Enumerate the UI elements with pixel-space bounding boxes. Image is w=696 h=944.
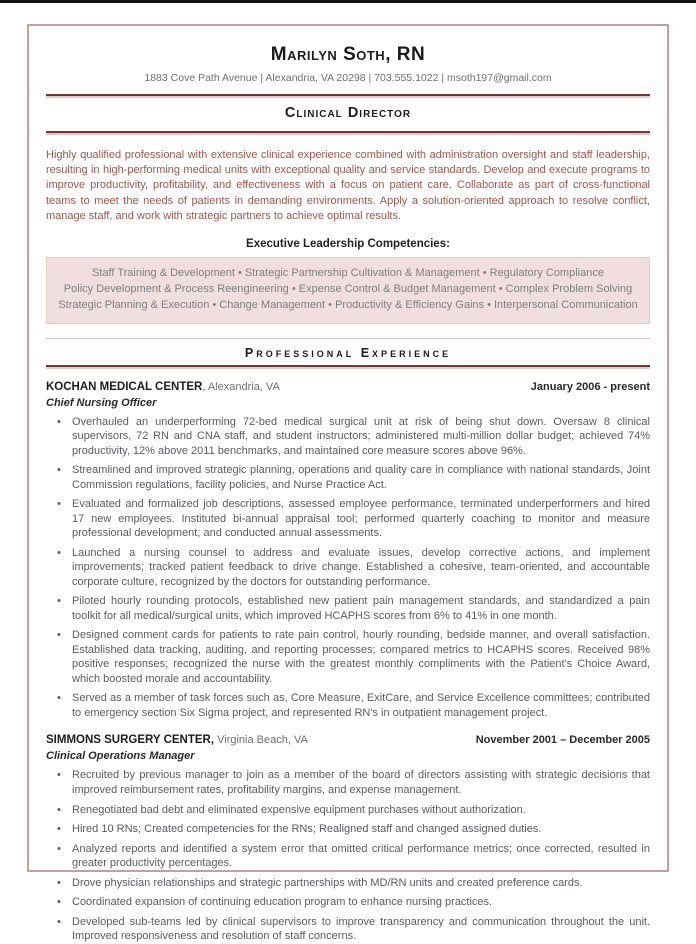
summary-paragraph: Highly qualified professional with extensive clinical experience combined with administration oversight and staff leadership, resulting in high-performing medical units with exceptional quality and service standards. Develop and execute programs to improve productivity, profitability, and effectiveness with a focus on patient care. Collaborate as part of cross-functional teams to meet the needs of patients in demanding environments. Apply a solution-oriented approach to resolve conflict, manage staff, and work with strategic partners to achieve optimal results. (46, 149, 650, 222)
bullet-item: • Designed comment cards for patients to rate pain control, hourly rounding, bedside manner, and overall satisfaction. Established data tracking, auditing, and reporting processes; compared metrics to HCAPHS scores. Received 98% positive responses; recognized the nurse with the greatest monthly compliments with the Patient's Choice Award, which boosted morale and accountability. (46, 628, 650, 686)
job-bullet-list (46, 415, 650, 721)
divider-rule (46, 94, 650, 96)
bullet-item: • Evaluated and formalized job descriptions, assessed employee performance, terminated underperformers and hired 17 new employees. Instituted bi-annual appraisal tool; performed quarterly coaching to monitor and measure professional development; and conducted annual assessments. (46, 497, 650, 541)
bullet-item: • Overhauled an underperforming 72-bed medical surgical unit at risk of being shut down. Oversaw 8 clinical supervisors, 72 RN and CNA staff, and student instructors; administered multi-million dollar budget; achieved 74% productivity, 12% above 2011 benchmarks, and maintained core measure scores above 96%. (46, 415, 650, 459)
job-title: Chief Nursing Officer (46, 396, 157, 409)
divider-rule (46, 131, 650, 133)
top-edge-bar (0, 0, 696, 3)
competencies-line: Staff Training & Development • Strategic Partnership Cultivation & Management • Regulatory Compliance (92, 266, 604, 279)
employment-dates: November 2001 – December 2005 (475, 734, 650, 747)
job-header (46, 734, 650, 746)
competencies-line: Policy Development & Process Reengineering • Expense Control & Budget Management • Complex Problem Solving (63, 282, 633, 295)
experience-section-heading: Professional Experience (244, 345, 452, 360)
bullet-item: • Hired 10 RNs; Created competencies for the RNs; Realigned staff and changed assigned duties. (46, 822, 650, 837)
page-frame (27, 24, 669, 943)
job-header (46, 381, 650, 393)
bullet-item: • Served as a member of task forces such as, Core Measure, ExitCare, and Service Excellence committees; contributed to emergency section Six Sigma project, and represented RN's in outpatient management project. (46, 691, 650, 720)
bullet-item: • Drove physician relationships and strategic partnerships with MD/RN units and created preference cards. (46, 876, 650, 891)
employer-line (46, 734, 308, 746)
competencies-box (46, 257, 650, 324)
bullet-item: • Recruited by previous manager to join as a member of the board of directors assisting with strategic decisions that improved reimbursement rates, profitability margins, and expense management. (46, 768, 650, 797)
divider-rule (46, 365, 650, 367)
employer-name: KOCHAN MEDICAL CENTER (46, 380, 203, 393)
bullet-item: • Launched a nursing counsel to address and evaluate issues, develop corrective actions, and implement improvements; tracked patient feedback to drive change. Established a cohesive, team-oriented, and accountable corporate culture, recognized by the doctors for outstanding performance. (46, 546, 650, 590)
job-title: Clinical Operations Manager (46, 750, 195, 763)
employer-name: SIMMONS SURGERY CENTER, (46, 734, 215, 747)
employer-location: , Alexandria, VA (202, 380, 280, 393)
employer-line (46, 381, 280, 393)
light-divider-rule (46, 338, 650, 339)
competencies-heading: Executive Leadership Competencies: (246, 237, 450, 250)
contact-line: 1883 Cove Path Avenue | Alexandria, VA 20298 | 703.555.1022 | msoth197@gmail.com (144, 72, 552, 84)
bullet-item: • Streamlined and improved strategic planning, operations and quality care in compliance with national standards, Joint Commission regulations, facility policies, and Nurse Practice Act. (46, 463, 650, 492)
candidate-name: Marilyn Soth, RN (270, 44, 426, 65)
competencies-line: Strategic Planning & Execution • Change Management • Productivity & Efficiency Gains • Interpersonal Communication (58, 298, 638, 311)
bullet-item: • Renegotiated bad debt and eliminated expensive equipment purchases without authorization. (46, 803, 650, 818)
bullet-item: • Developed sub-teams led by clinical supervisors to improve transparency and communication throughout the unit. Improved responsiveness and resolution of staff concerns. (46, 915, 650, 944)
bullet-item: • Analyzed reports and identified a system error that omitted critical performance metrics; once corrected, resulted in greater productivity percentages. (46, 842, 650, 871)
employment-dates: January 2006 - present (530, 380, 650, 393)
bullet-item: • Piloted hourly rounding protocols, established new patient pain management standards, and standardized a pain toolkit for all medical/surgical units, which improved HCAPHS scores from 6% to 41% in one month. (46, 594, 650, 623)
document-title: Clinical Director (284, 105, 412, 121)
bullet-item: • Coordinated expansion of continuing education program to enhance nursing practices. (46, 895, 650, 910)
job-bullet-list (46, 768, 650, 943)
employer-location: Virginia Beach, VA (214, 734, 308, 747)
